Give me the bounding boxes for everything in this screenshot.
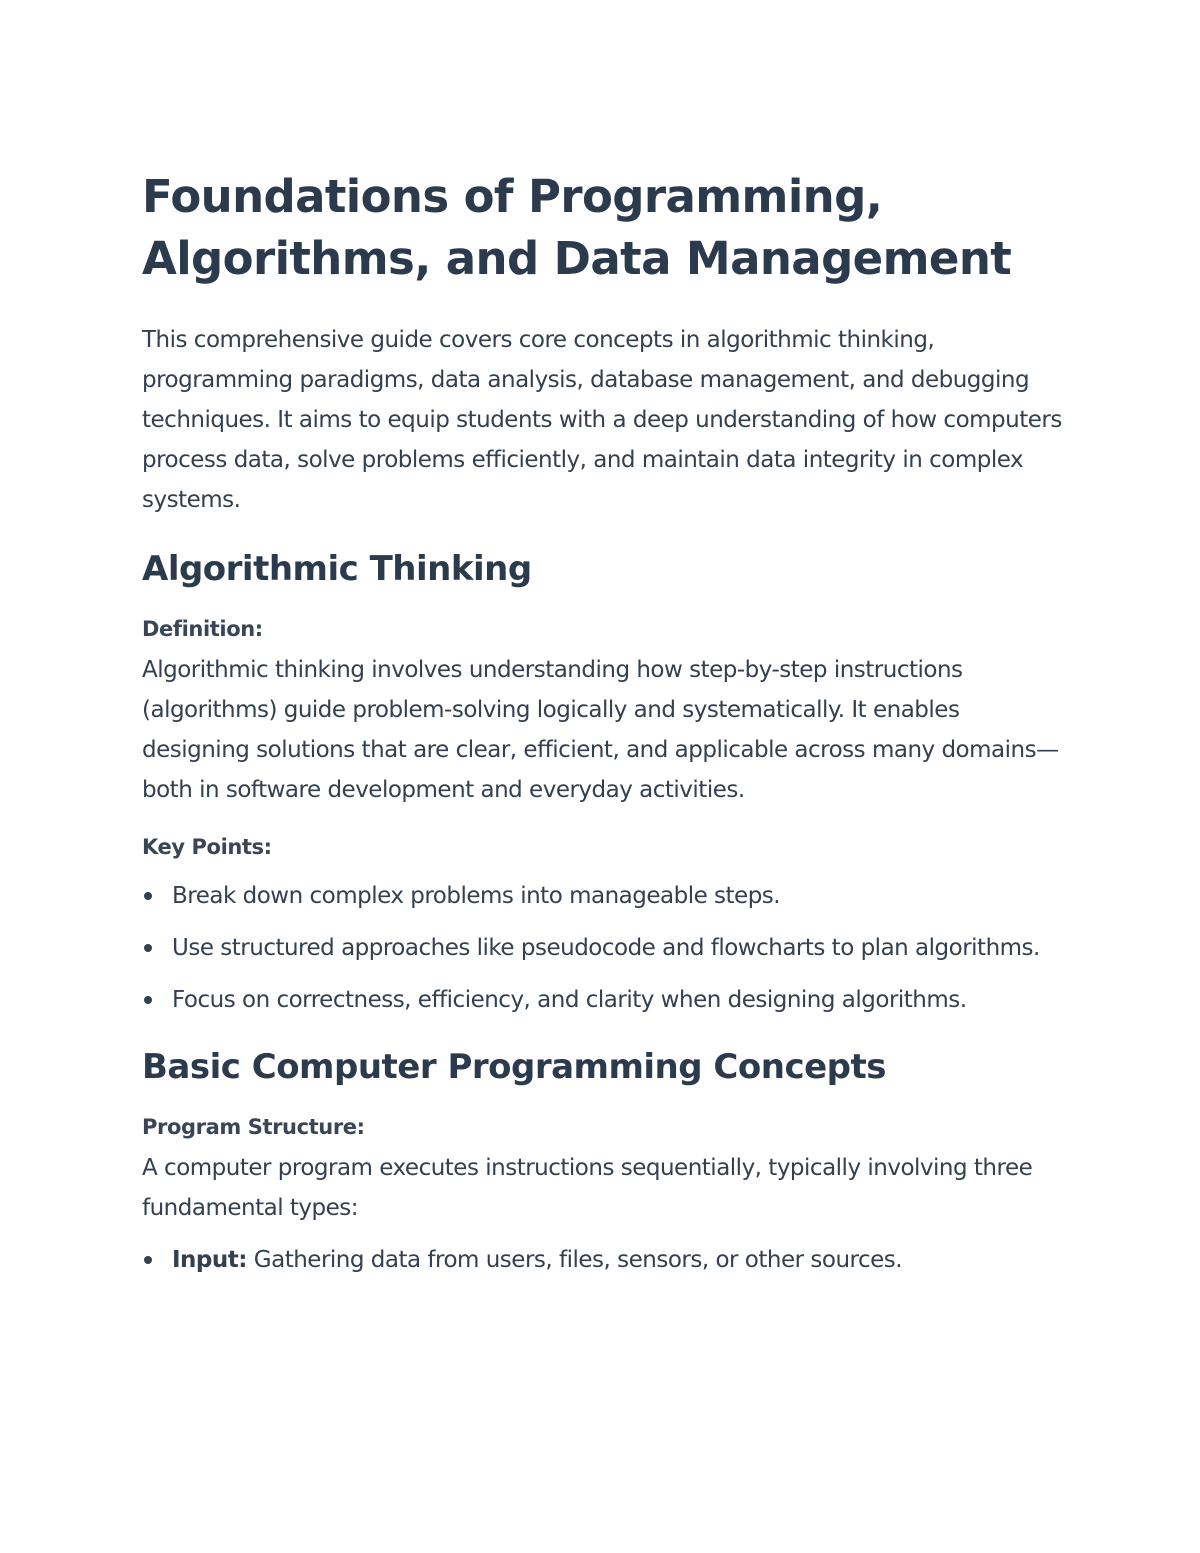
- definition-label: Definition:: [142, 617, 263, 641]
- bullet-icon: [144, 996, 152, 1004]
- list-item: [142, 1240, 1062, 1280]
- list-item-text: Use structured approaches like pseudocode and flowcharts to plan algorithms.: [172, 935, 1040, 961]
- program-structure-text: A computer program executes instructions sequentially, typically involving three fundamental types:: [142, 1155, 1033, 1221]
- bullet-icon: [144, 892, 152, 900]
- document-title: Foundations of Programming, Algorithms, and Data Management: [142, 170, 1012, 285]
- key-points-label: Key Points:: [142, 835, 272, 859]
- list-item-text: Gathering data from users, files, sensors, or other sources.: [246, 1247, 903, 1273]
- list-item-text: Focus on correctness, efficiency, and clarity when designing algorithms.: [172, 987, 967, 1013]
- section-heading-algorithmic-thinking: Algorithmic Thinking: [142, 549, 532, 589]
- document-page: [142, 166, 1062, 1280]
- list-item-term: Input:: [172, 1247, 247, 1273]
- section-heading-programming-concepts: Basic Computer Programming Concepts: [142, 1047, 886, 1087]
- bullet-icon: [144, 944, 152, 952]
- list-item: [142, 928, 1062, 968]
- program-structure-label: Program Structure:: [142, 1115, 365, 1139]
- definition-text: Algorithmic thinking involves understanding how step-by-step instructions (algorithms) guide problem-solving logically and systematically. It enables designing solutions that are clear, efficient, and applicable across many domains—both in software development and everyday activities.: [142, 657, 1059, 803]
- list-item-text: Break down complex problems into manageable steps.: [172, 883, 781, 909]
- list-item: [142, 876, 1062, 916]
- intro-paragraph: This comprehensive guide covers core concepts in algorithmic thinking, programming paradigms, data analysis, database management, and debugging techniques. It aims to equip students with a deep understanding of how computers process data, solve problems efficiently, and maintain data integrity in complex systems.: [142, 327, 1062, 513]
- list-item: [142, 980, 1062, 1020]
- key-points-list: [142, 876, 1062, 1020]
- program-structure-list: [142, 1240, 1062, 1280]
- bullet-icon: [144, 1256, 152, 1264]
